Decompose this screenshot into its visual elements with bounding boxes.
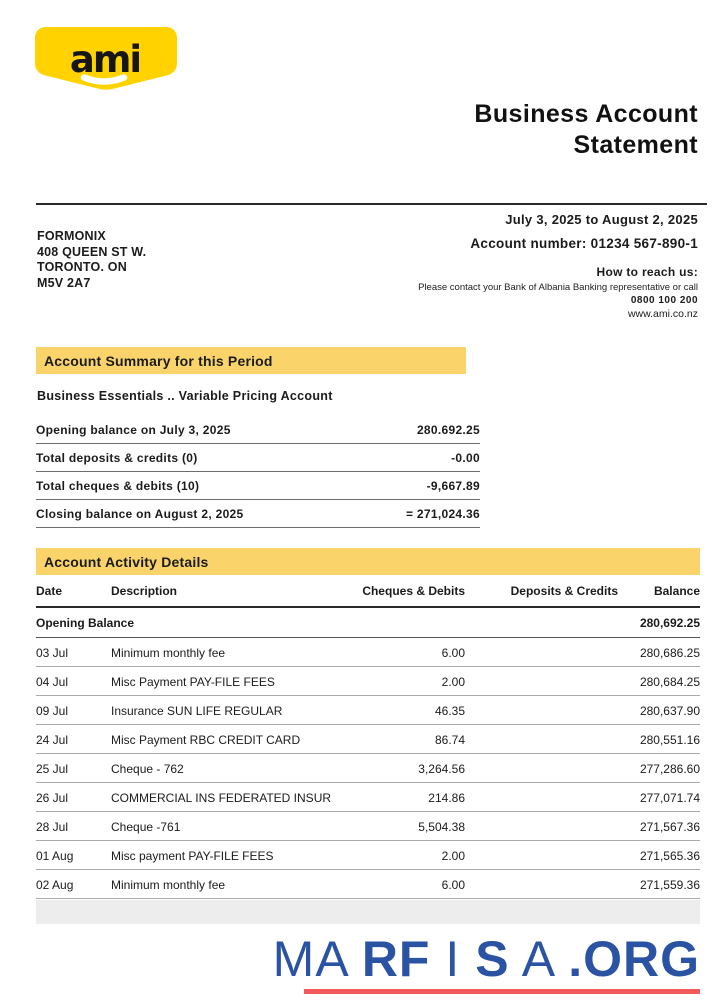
- activity-opening-body: [36, 607, 700, 638]
- ami-logo-graphic: [33, 25, 179, 91]
- summary-table: [36, 416, 480, 528]
- watermark: [0, 931, 700, 994]
- cell-credit: [465, 696, 618, 725]
- contact-note: Please contact your Bank of Albania Banking representative or call: [418, 282, 698, 293]
- cell-description: Cheque -761: [111, 812, 361, 841]
- cell-credit: [465, 667, 618, 696]
- account-number: Account number: 01234 567-890-1: [470, 236, 698, 251]
- cell-credit: [465, 783, 618, 812]
- cell-description: Minimum monthly fee: [111, 870, 361, 899]
- col-header-description: Description: [111, 575, 361, 607]
- cell-description: Misc Payment RBC CREDIT CARD: [111, 725, 361, 754]
- document-title-line2: Statement: [573, 131, 698, 159]
- header-info-row: [37, 207, 698, 320]
- summary-row-value: = 271,024.36: [363, 500, 480, 528]
- summary-row: [36, 444, 480, 472]
- table-row: [36, 754, 700, 783]
- how-to-reach-heading: How to reach us:: [596, 265, 698, 279]
- col-header-balance: Balance: [618, 575, 700, 607]
- cell-credit: [465, 812, 618, 841]
- cell-debit: 5,504.38: [361, 812, 465, 841]
- cell-balance: 280,684.25: [618, 667, 700, 696]
- table-row: [36, 783, 700, 812]
- watermark-text: [0, 931, 700, 987]
- recipient-address-line: TORONTO. ON: [37, 260, 127, 274]
- summary-row-value: -9,667.89: [363, 472, 480, 500]
- summary-row-label: Total cheques & debits (10): [36, 472, 363, 500]
- product-name: Business Essentials .. Variable Pricing Account: [37, 389, 333, 403]
- cell-date: 03 Jul: [36, 638, 111, 667]
- activity-table-head: [36, 575, 700, 607]
- table-row: [36, 725, 700, 754]
- cell-credit: [465, 638, 618, 667]
- cell-description: Misc payment PAY-FILE FEES: [111, 841, 361, 870]
- recipient-address-line: M5V 2A7: [37, 275, 91, 290]
- document-title: [0, 99, 698, 161]
- watermark-underline: [304, 989, 700, 994]
- contact-website: www.ami.co.nz: [627, 308, 698, 320]
- cell-debit: 46.35: [361, 696, 465, 725]
- summary-section-header: Account Summary for this Period: [36, 347, 466, 374]
- summary-row: [36, 416, 480, 444]
- cell-date: 02 Aug: [36, 870, 111, 899]
- cell-balance: 271,559.36: [618, 870, 700, 899]
- cell-debit: 3,264.56: [361, 754, 465, 783]
- cell-date: 01 Aug: [36, 841, 111, 870]
- opening-balance-value: 280,692.25: [618, 607, 700, 638]
- cell-description: Cheque - 762: [111, 754, 361, 783]
- table-row: [36, 870, 700, 899]
- cell-balance: 271,567.36: [618, 812, 700, 841]
- cell-date: 28 Jul: [36, 812, 111, 841]
- summary-table-body: [36, 416, 480, 528]
- summary-row-label: Opening balance on July 3, 2025: [36, 416, 363, 444]
- col-header-date: Date: [36, 575, 111, 607]
- watermark-segment: MA: [272, 931, 347, 987]
- cell-description: Insurance SUN LIFE REGULAR: [111, 696, 361, 725]
- cell-debit: 86.74: [361, 725, 465, 754]
- activity-table: [36, 575, 700, 899]
- summary-row-value: -0.00: [363, 444, 480, 472]
- summary-row: [36, 500, 480, 528]
- cell-balance: 271,565.36: [618, 841, 700, 870]
- cell-date: 04 Jul: [36, 667, 111, 696]
- opening-balance-row: [36, 607, 700, 638]
- cell-debit: 6.00: [361, 870, 465, 899]
- cell-balance: 280,551.16: [618, 725, 700, 754]
- col-header-debits: Cheques & Debits: [361, 575, 465, 607]
- ami-logo-text: ami: [69, 38, 141, 81]
- cell-debit: 214.86: [361, 783, 465, 812]
- summary-row: [36, 472, 480, 500]
- watermark-segment: RF: [361, 931, 431, 987]
- col-header-credits: Deposits & Credits: [465, 575, 618, 607]
- cell-description: Misc Payment PAY-FILE FEES: [111, 667, 361, 696]
- table-row: [36, 841, 700, 870]
- cell-credit: [465, 754, 618, 783]
- cell-date: 24 Jul: [36, 725, 111, 754]
- header-divider: [36, 203, 707, 205]
- cell-date: 26 Jul: [36, 783, 111, 812]
- cell-balance: 280,686.25: [618, 638, 700, 667]
- cell-description: COMMERCIAL INS FEDERATED INSUR: [111, 783, 361, 812]
- cell-debit: 2.00: [361, 667, 465, 696]
- document-title-line1: Business Account: [474, 100, 698, 128]
- watermark-segment: .ORG: [568, 931, 700, 987]
- ami-logo: [33, 25, 179, 91]
- cell-balance: 277,071.74: [618, 783, 700, 812]
- account-info: [418, 207, 698, 320]
- cell-description: Minimum monthly fee: [111, 638, 361, 667]
- activity-table-body: [36, 638, 700, 899]
- cell-debit: 2.00: [361, 841, 465, 870]
- recipient-address-line: FORMONIX: [37, 229, 106, 243]
- summary-row-label: Total deposits & credits (0): [36, 444, 363, 472]
- recipient-address-line: 408 QUEEN ST W.: [37, 244, 147, 259]
- table-row: [36, 812, 700, 841]
- watermark-segment: A: [521, 931, 554, 987]
- watermark-segment: I: [445, 931, 461, 987]
- table-row: [36, 667, 700, 696]
- summary-row-label: Closing balance on August 2, 2025: [36, 500, 363, 528]
- table-row: [36, 638, 700, 667]
- table-footer-band: [36, 900, 700, 924]
- activity-header-row: [36, 575, 700, 607]
- statement-period: July 3, 2025 to August 2, 2025: [505, 212, 698, 227]
- cell-credit: [465, 725, 618, 754]
- cell-date: 25 Jul: [36, 754, 111, 783]
- cell-balance: 277,286.60: [618, 754, 700, 783]
- cell-balance: 280,637.90: [618, 696, 700, 725]
- summary-row-value: 280.692.25: [363, 416, 480, 444]
- recipient-address: [37, 207, 146, 320]
- activity-section-header: Account Activity Details: [36, 548, 700, 575]
- cell-debit: 6.00: [361, 638, 465, 667]
- contact-phone: 0800 100 200: [630, 295, 698, 306]
- cell-credit: [465, 870, 618, 899]
- cell-credit: [465, 841, 618, 870]
- table-row: [36, 696, 700, 725]
- cell-date: 09 Jul: [36, 696, 111, 725]
- watermark-segment: S: [475, 931, 510, 987]
- opening-balance-label: Opening Balance: [36, 607, 618, 638]
